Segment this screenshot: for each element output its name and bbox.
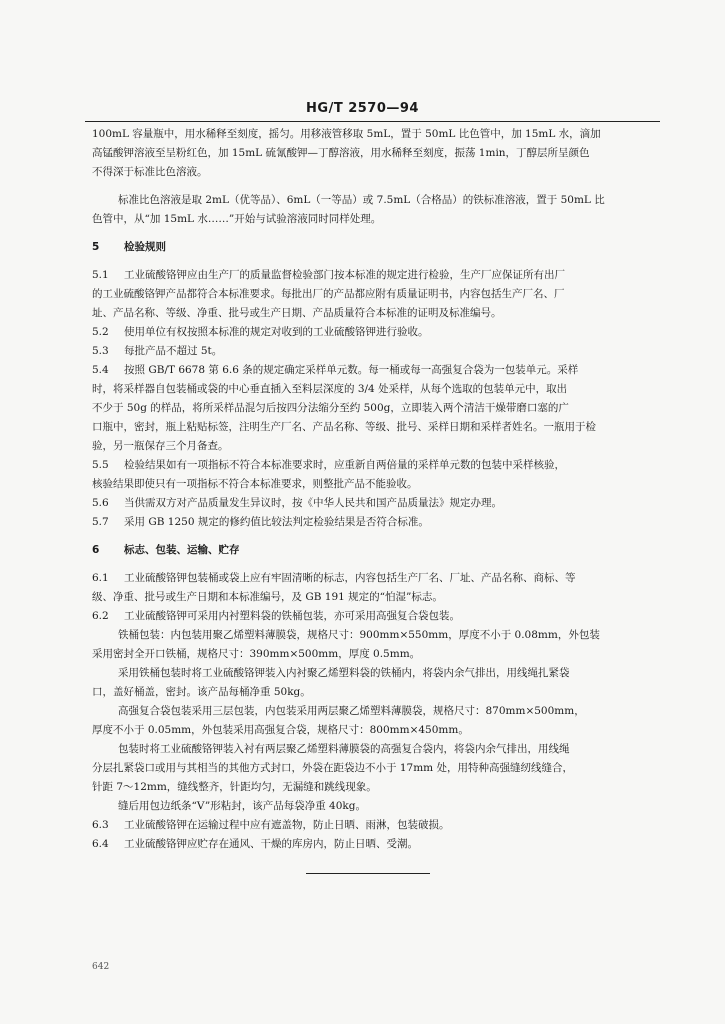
line-text: 每批产品不超过 5t。 xyxy=(124,345,223,357)
section-heading xyxy=(92,543,240,557)
text-line xyxy=(92,212,381,226)
text-line xyxy=(118,193,605,207)
clause-number: 5.4 xyxy=(92,364,109,376)
clause-number: 6.3 xyxy=(92,819,109,831)
text-line xyxy=(92,287,565,301)
text-line xyxy=(92,647,420,661)
text-line xyxy=(92,439,229,453)
clause-number: 5.3 xyxy=(92,345,109,357)
text-line xyxy=(118,742,570,756)
text-line xyxy=(92,382,567,396)
section-number: 5 xyxy=(92,241,100,253)
section-heading xyxy=(92,240,166,254)
text-line xyxy=(92,761,573,775)
footer-rule xyxy=(306,873,430,874)
clause-line xyxy=(92,363,578,377)
standard-code-header: HG/T 2570—94 xyxy=(306,101,419,116)
text-line xyxy=(118,666,570,680)
clause-line xyxy=(92,496,502,510)
line-text: 分层扎紧袋口或用与其相当的其他方式封口，外袋在距袋边不小于 17mm 处，用特种高强缝纫线缝合， xyxy=(92,762,573,774)
clause-line xyxy=(92,609,460,623)
text-line xyxy=(92,477,418,491)
line-text: 址、产品名称、等级、净重、批号或生产日期、产品质量符合本标准的证明及标准编号。 xyxy=(92,307,502,319)
header-rule xyxy=(85,121,660,122)
clause-line xyxy=(92,837,418,851)
line-text: 使用单位有权按照本标准的规定对收到的工业硫酸铬钾进行验收。 xyxy=(124,326,429,338)
clause-line xyxy=(92,325,429,339)
line-text: 包装时将工业硫酸铬钾装入衬有两层聚乙烯塑料薄膜袋的高强复合袋内，将袋内余气排出，用线绳 xyxy=(118,743,570,755)
section-title: 检验规则 xyxy=(124,241,166,253)
line-text: 口，盖好桶盖，密封。该产品每桶净重 50kg。 xyxy=(92,686,311,698)
clause-line xyxy=(92,818,450,832)
clause-line xyxy=(92,515,429,529)
text-line xyxy=(92,590,443,604)
text-line xyxy=(92,685,311,699)
line-text: 时，将采样器自包装桶或袋的中心垂直插入至料层深度的 3/4 处采样，从每个选取的包装单元中，取出 xyxy=(92,383,568,395)
clause-number: 6.4 xyxy=(92,838,109,850)
line-text: 100mL 容量瓶中，用水稀释至刻度，摇匀。用移液管移取 5mL，置于 50mL 比色管中，加 15mL 水，滴加 xyxy=(92,128,601,140)
line-text: 不少于 50g 的样品，将所采样品混匀后按四分法缩分至约 500g，立即装入两个清洁干燥带磨口塞的广 xyxy=(92,402,569,414)
line-text: 工业硫酸铬钾应贮存在通风、干燥的库房内，防止日晒、受潮。 xyxy=(124,838,418,850)
line-text: 高强复合袋包装采用三层包装，内包装采用两层聚乙烯塑料薄膜袋，规格尺寸：870mm×500mm， xyxy=(118,705,585,717)
line-text: 色管中，从“加 15mL 水……”开始与试验溶液同时同样处理。 xyxy=(92,213,382,225)
clause-number: 5.1 xyxy=(92,269,109,281)
page-number: 642 xyxy=(92,962,110,972)
text-line xyxy=(92,420,596,434)
line-text: 的工业硫酸铬钾产品都符合本标准要求。每批出厂的产品都应附有质量证明书，内容包括生产厂名、厂 xyxy=(92,288,565,300)
line-text: 核验结果即使只有一项指标不符合本标准要求，则整批产品不能验收。 xyxy=(92,478,418,490)
line-text: 采用 GB 1250 规定的修约值比较法判定检验结果是否符合标准。 xyxy=(124,516,429,528)
line-text: 级、净重、批号或生产日期和本标准编号，及 GB 191 规定的“怕湿”标志。 xyxy=(92,591,443,603)
text-line xyxy=(118,799,366,813)
line-text: 当供需双方对产品质量发生异议时，按《中华人民共和国产品质量法》规定办理。 xyxy=(124,497,502,509)
clause-number: 5.6 xyxy=(92,497,109,509)
clause-line xyxy=(92,344,222,358)
clause-number: 5.5 xyxy=(92,459,109,471)
line-text: 工业硫酸铬钾可采用内衬塑料袋的铁桶包装，亦可采用高强复合袋包装。 xyxy=(124,610,460,622)
line-text: 工业硫酸铬钾应由生产厂的质量监督检验部门按本标准的规定进行检验，生产厂应保证所有出厂 xyxy=(124,269,565,281)
line-text: 工业硫酸铬钾包装桶或袋上应有牢固清晰的标志，内容包括生产厂名、厂址、产品名称、商标、等 xyxy=(124,572,576,584)
text-line xyxy=(92,127,601,141)
clause-number: 5.2 xyxy=(92,326,109,338)
text-line xyxy=(92,146,590,160)
clause-line xyxy=(92,268,565,282)
text-line xyxy=(92,165,208,179)
clause-line xyxy=(92,571,576,585)
text-line xyxy=(92,723,469,737)
line-text: 厚度不小于 0.05mm，外包装采用高强复合袋，规格尺寸：800mm×450mm。 xyxy=(92,724,469,736)
line-text: 针距 7～12mm，缝线整齐，针距均匀，无漏缝和跳线现象。 xyxy=(92,781,377,793)
section-number: 6 xyxy=(92,544,100,556)
line-text: 采用铁桶包装时将工业硫酸铬钾装入内衬聚乙烯塑料袋的铁桶内，将袋内余气排出，用线绳扎紧袋 xyxy=(118,667,570,679)
clause-number: 6.1 xyxy=(92,572,109,584)
line-text: 标准比色溶液是取 2mL（优等品）、6mL（一等品）或 7.5mL（合格品）的铁标准溶液，置于 50mL 比 xyxy=(118,194,605,206)
line-text: 验，另一瓶保存三个月备查。 xyxy=(92,440,229,452)
line-text: 采用密封全开口铁桶，规格尺寸：390mm×500mm，厚度 0.5mm。 xyxy=(92,648,421,660)
text-line xyxy=(118,704,585,718)
line-text: 高锰酸钾溶液至呈粉红色，加 15mL 硫氰酸钾—丁醇溶液，用水稀释至刻度，振荡 1min，丁醇层所呈颜色 xyxy=(92,147,590,159)
line-text: 口瓶中，密封，瓶上粘贴标签，注明生产厂名、产品名称、等级、批号、采样日期和采样者姓名。一瓶用于检 xyxy=(92,421,596,433)
line-text: 不得深于标准比色溶液。 xyxy=(92,166,208,178)
clause-number: 5.7 xyxy=(92,516,109,528)
clause-line xyxy=(92,458,565,472)
text-line xyxy=(92,401,569,415)
text-line xyxy=(92,306,502,320)
line-text: 工业硫酸铬钾在运输过程中应有遮盖物，防止日晒、雨淋，包装破损。 xyxy=(124,819,450,831)
line-text: 缝后用包边纸条“V”形粘封，该产品每袋净重 40kg。 xyxy=(118,800,366,812)
line-text: 按照 GB/T 6678 第 6.6 条的规定确定采样单元数。每一桶或每一高强复合袋为一包装单元。采样 xyxy=(124,364,579,376)
clause-number: 6.2 xyxy=(92,610,109,622)
line-text: 铁桶包装：内包装用聚乙烯塑料薄膜袋，规格尺寸：900mm×550mm，厚度不小于 0.08mm，外包装 xyxy=(118,629,600,641)
text-line xyxy=(92,780,377,794)
section-title: 标志、包装、运输、贮存 xyxy=(124,544,240,556)
text-line xyxy=(118,628,600,642)
line-text: 检验结果如有一项指标不符合本标准要求时，应重新自两倍量的采样单元数的包装中采样核验， xyxy=(124,459,565,471)
